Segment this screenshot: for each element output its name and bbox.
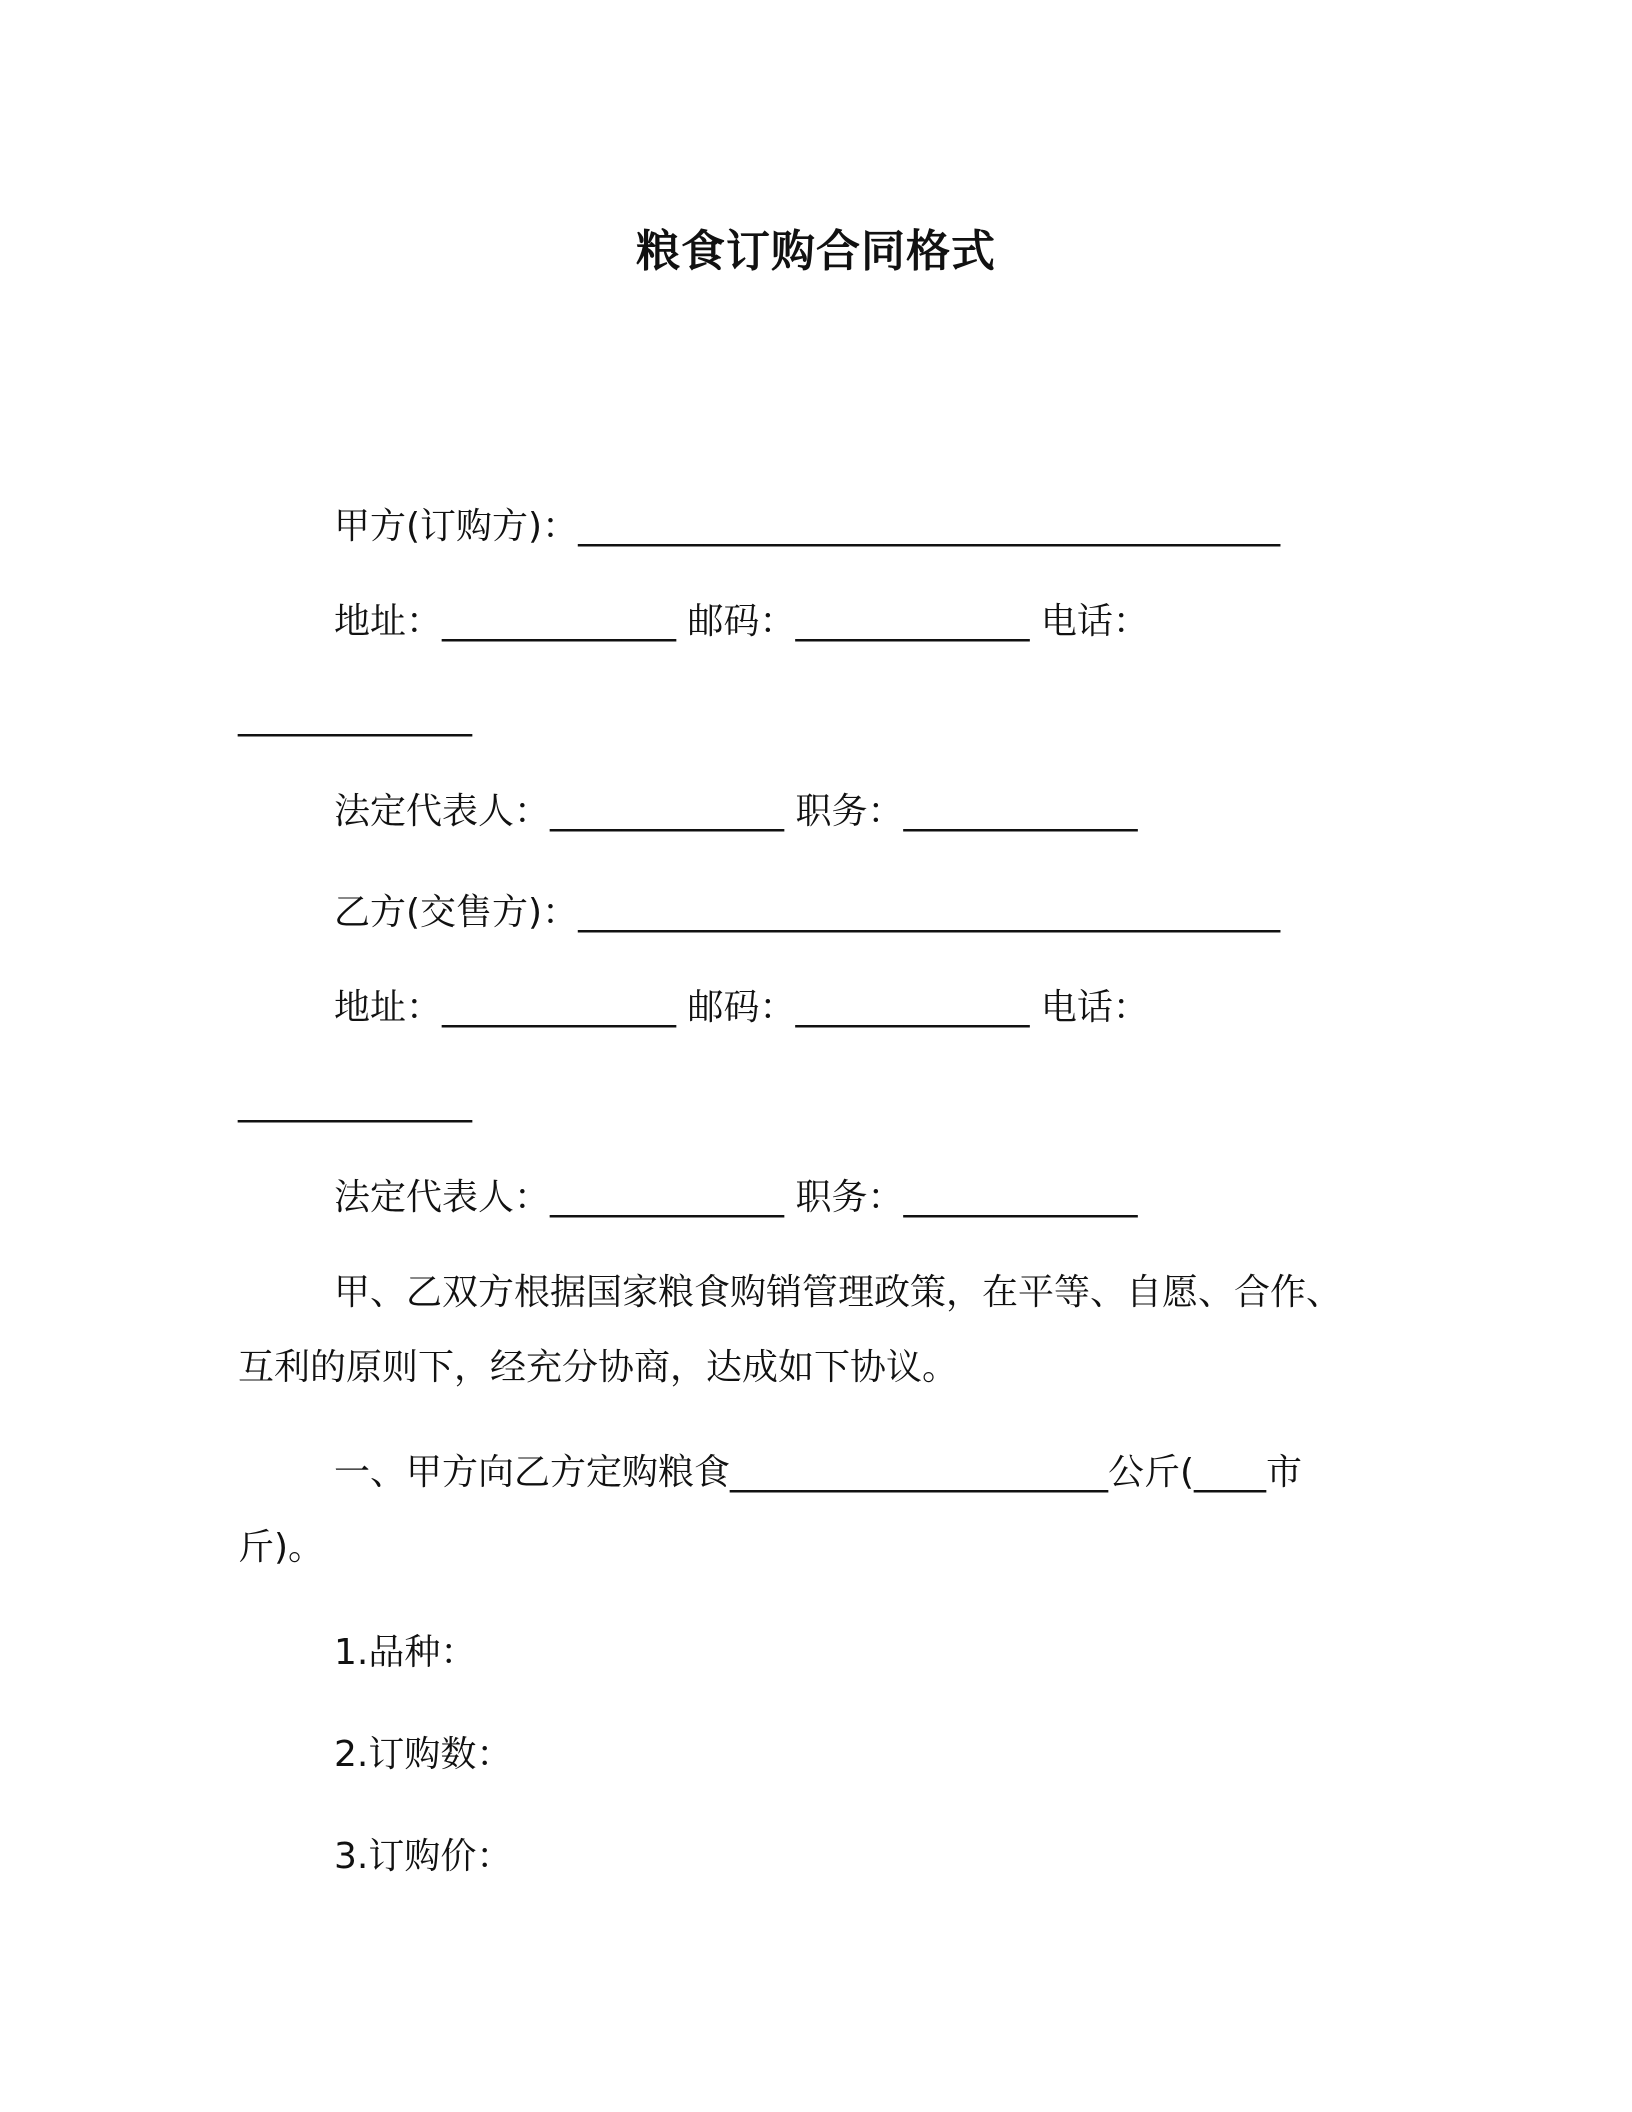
item-variety: 1.品种： (334, 1632, 477, 1673)
clause-1-line-1: 一、甲方向乙方定购粮食_____________________公斤(____市 (334, 1452, 1303, 1493)
party-a-name-line: 甲方(订购方)：_______________________________________ (334, 506, 1281, 547)
party-a-address-line: 地址：_____________ 邮码：_____________ 电话： (334, 601, 1149, 642)
party-b-phone-blank: _____________ (238, 1082, 472, 1123)
party-a-phone-blank: _____________ (238, 696, 472, 737)
agreement-intro-line-2: 互利的原则下，经充分协商，达成如下协议。 (238, 1347, 959, 1388)
item-order-quantity: 2.订购数： (334, 1734, 513, 1775)
agreement-intro-line-1: 甲、乙双方根据国家粮食购销管理政策，在平等、自愿、合作、 (334, 1272, 1343, 1313)
party-b-representative-line: 法定代表人：_____________ 职务：_____________ (334, 1177, 1138, 1218)
party-a-representative-line: 法定代表人：_____________ 职务：_____________ (334, 791, 1138, 832)
clause-1-line-2: 斤)。 (238, 1527, 325, 1568)
party-b-name-line: 乙方(交售方)：_______________________________________ (334, 892, 1281, 933)
party-b-address-line: 地址：_____________ 邮码：_____________ 电话： (334, 987, 1149, 1028)
document-title: 粮食订购合同格式 (636, 226, 996, 277)
item-order-price: 3.订购价： (334, 1836, 513, 1877)
